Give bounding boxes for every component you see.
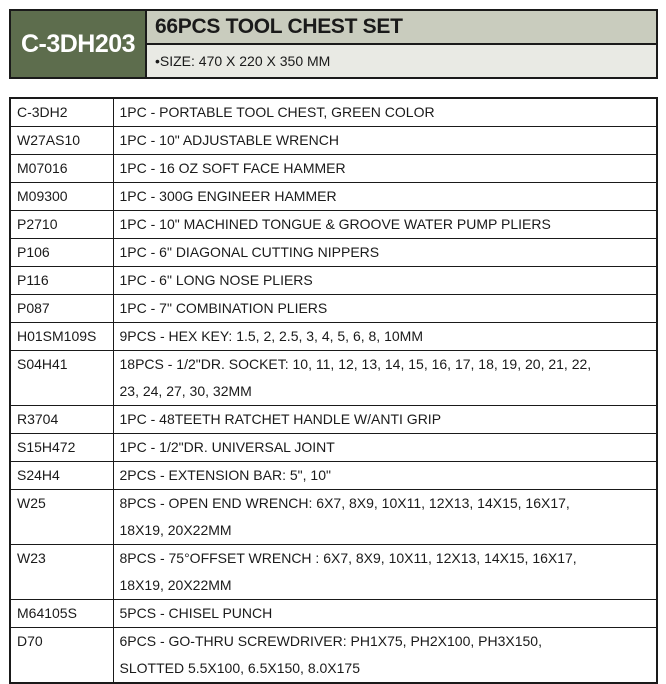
description-line: 1PC - 10" MACHINED TONGUE & GROOVE WATER PUMP PLIERS: [119, 216, 551, 232]
description-line: 5PCS - CHISEL PUNCH: [119, 605, 273, 621]
description-line: 1PC - PORTABLE TOOL CHEST, GREEN COLOR: [119, 104, 435, 120]
table-row: [10, 183, 657, 211]
part-code: S24H4: [10, 462, 113, 490]
description-line: 1PC - 300G ENGINEER HAMMER: [119, 188, 337, 204]
part-description: [113, 628, 657, 684]
part-code: H01SM109S: [10, 323, 113, 351]
table-row: [10, 434, 657, 462]
part-description: [113, 127, 657, 155]
part-description: [113, 155, 657, 183]
part-description: [113, 211, 657, 239]
part-description: [113, 323, 657, 351]
part-code: M64105S: [10, 600, 113, 628]
part-code: M09300: [10, 183, 113, 211]
table-row: [10, 127, 657, 155]
part-description: [113, 295, 657, 323]
part-description: [113, 600, 657, 628]
description-line: 1PC - 16 OZ SOFT FACE HAMMER: [119, 160, 346, 176]
description-line: SLOTTED 5.5X100, 6.5X150, 8.0X175: [119, 660, 360, 676]
part-description: [113, 98, 657, 127]
header-info: [147, 11, 656, 77]
description-line: 1PC - 1/2"DR. UNIVERSAL JOINT: [119, 439, 335, 455]
table-row: [10, 600, 657, 628]
part-description: [113, 267, 657, 295]
model-number: C-3DH203: [11, 11, 147, 77]
table-row: [10, 267, 657, 295]
description-line: 18X19, 20X22MM: [119, 577, 232, 593]
description-line: 8PCS - OPEN END WRENCH: 6X7, 8X9, 10X11, 12X13, 14X15, 16X17,: [119, 495, 570, 511]
part-code: S04H41: [10, 351, 113, 406]
part-code: D70: [10, 628, 113, 684]
description-line: 1PC - 6" DIAGONAL CUTTING NIPPERS: [119, 244, 380, 260]
table-row: [10, 211, 657, 239]
part-code: W25: [10, 490, 113, 545]
description-line: 2PCS - EXTENSION BAR: 5", 10": [119, 467, 331, 483]
part-description: [113, 490, 657, 545]
part-description: [113, 351, 657, 406]
part-code: P106: [10, 239, 113, 267]
set-title: 66PCS TOOL CHEST SET: [147, 11, 656, 45]
part-code: R3704: [10, 406, 113, 434]
part-code: W23: [10, 545, 113, 600]
table-row: [10, 98, 657, 127]
header-panel: [9, 9, 658, 79]
part-description: [113, 545, 657, 600]
part-code: P2710: [10, 211, 113, 239]
part-code: C-3DH2: [10, 98, 113, 127]
part-description: [113, 239, 657, 267]
table-row: [10, 295, 657, 323]
description-line: 1PC - 48TEETH RATCHET HANDLE W/ANTI GRIP: [119, 411, 442, 427]
description-line: 18PCS - 1/2"DR. SOCKET: 10, 11, 12, 13, 14, 15, 16, 17, 18, 19, 20, 21, 22,: [119, 356, 592, 372]
part-code: P116: [10, 267, 113, 295]
part-description: [113, 406, 657, 434]
table-row: [10, 323, 657, 351]
part-description: [113, 462, 657, 490]
table-row: [10, 155, 657, 183]
table-row: [10, 462, 657, 490]
part-code: S15H472: [10, 434, 113, 462]
part-description: [113, 434, 657, 462]
description-line: 9PCS - HEX KEY: 1.5, 2, 2.5, 3, 4, 5, 6, 8, 10MM: [119, 328, 423, 344]
table-row: [10, 545, 657, 600]
part-code: M07016: [10, 155, 113, 183]
description-line: 1PC - 7" COMBINATION PLIERS: [119, 300, 328, 316]
description-line: 1PC - 10" ADJUSTABLE WRENCH: [119, 132, 339, 148]
description-line: 18X19, 20X22MM: [119, 522, 232, 538]
table-row: [10, 406, 657, 434]
table-row: [10, 490, 657, 545]
description-line: 6PCS - GO-THRU SCREWDRIVER: PH1X75, PH2X100, PH3X150,: [119, 633, 542, 649]
parts-table: [9, 97, 658, 684]
description-line: 8PCS - 75°OFFSET WRENCH : 6X7, 8X9, 10X11, 12X13, 14X15, 16X17,: [119, 550, 577, 566]
parts-table-body: [10, 98, 657, 683]
part-code: P087: [10, 295, 113, 323]
part-code: W27AS10: [10, 127, 113, 155]
part-description: [113, 183, 657, 211]
table-row: [10, 628, 657, 684]
table-row: [10, 239, 657, 267]
table-row: [10, 351, 657, 406]
size-spec: •SIZE: 470 X 220 X 350 MM: [147, 45, 656, 77]
description-line: 1PC - 6" LONG NOSE PLIERS: [119, 272, 313, 288]
description-line: 23, 24, 27, 30, 32MM: [119, 383, 252, 399]
